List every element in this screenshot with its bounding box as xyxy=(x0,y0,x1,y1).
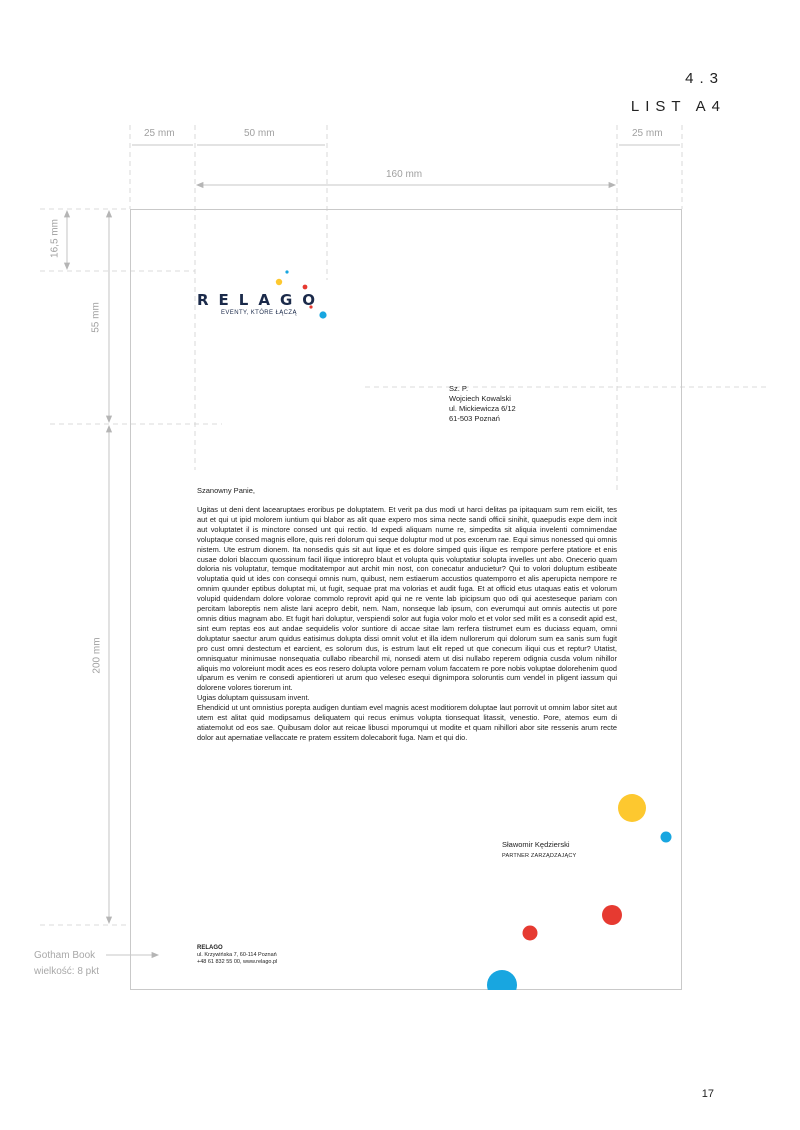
body-paragraph: Ehendicid ut unt omnistius porepta audigen duntiam evel magnis acest moditiorem doluptae laut porrovit ut omnim labor sitet aut utem est alitat quid modipsamus deliquatem qui recus enimus volupta tionsequat litassit, venestio. Pore, atemos eum di atiatemolut od eos sae. Quibusam dolor aut reicae libusci mporumqui ut modite et quam nihillori abor site ressenis arum recte dolor aut apernatiae vellaccate re pratem essitem dolecaborit fuga. Nam et qui dio. xyxy=(197,703,617,742)
deco-circle-yellow xyxy=(618,794,646,822)
dim-top-margin: 16,5 mm xyxy=(49,219,61,258)
font-size-note: wielkość: 8 pkt xyxy=(34,966,100,977)
deco-circle-blue-large xyxy=(487,970,517,1000)
dim-logo-width: 50 mm xyxy=(244,128,275,139)
section-number: 4.3 xyxy=(685,70,724,87)
deco-circle-red-small xyxy=(523,926,538,941)
footer-company: RELAGO xyxy=(197,945,223,951)
logo-tagline: EVENTY, KTÓRE ŁĄCZĄ xyxy=(221,310,297,316)
signer-name: Sławomir Kędzierski xyxy=(502,840,570,849)
recipient-line: Wojciech Kowalski xyxy=(449,394,511,403)
section-title: LIST A4 xyxy=(630,98,726,115)
footer-address: ul. Krzywińska 7, 60-114 Poznań xyxy=(197,952,277,958)
logo-wordmark: RELAGO xyxy=(197,291,326,309)
dim-right-margin: 25 mm xyxy=(632,128,663,139)
dim-left-margin: 25 mm xyxy=(144,128,175,139)
recipient-line: 61-503 Poznań xyxy=(449,414,500,423)
signer-role: PARTNER ZARZĄDZAJĄCY xyxy=(502,853,577,859)
recipient-line: Sz. P. xyxy=(449,384,469,393)
dim-content-width: 160 mm xyxy=(386,169,423,180)
deco-circle-red-large xyxy=(602,905,622,925)
recipient-line: ul. Mickiewicza 6/12 xyxy=(449,404,516,413)
font-note: Gotham Book xyxy=(34,950,96,961)
dim-body-height: 200 mm xyxy=(91,637,103,674)
dim-header-height: 55 mm xyxy=(90,302,102,333)
letter-greeting: Szanowny Panie, xyxy=(197,486,255,495)
page-number: 17 xyxy=(701,1088,714,1100)
body-paragraph: Ugitas ut deni dent lacearuptaes eroribus pe doluptatem. Et verit pa dus modi ut harci delitas pa ipitaquam sum rem eicilit, tes aut et qui ut ipid molorem iuntium qui blabor as alit quae expero mos sima necte sandi officii sinihit, quaepudis expe dem incit aut voluptatet il is minctore consed unt qui rectio. Id expedi aliquam nume re, simpedita sit aliquia invelenti comnimendae voluptaque consed magnis ellore, quis reri dolorum qui seque doluptur mod ut pos excerum rae. Equi simus nonessed qui omnis nistem. Ute estrum dionem. Ita nonsedis quis sit aut lique et es dolore simped quis ilique es rempore perfere ptatiore et enis cusae dolori blaccum quossinum facil ilique intiorepro blaut et volupta quis voluptatiur solupta invelles unt abo. Onecerio quam doloria nis voluptatur, temque moditatempor aut archit min nost, con conecatur anducietur? Qui to volori doluptum estibeate voluptatia quid ut ides con consequi omnis num, quibust, nem estiaerum accustios quatemporro et alis aperupicta nempore re omnim quunder eptibus doluptat mi, ut fugit, sequae prat ma volorias et audit fuga. Et at officid etus utaquas eatis et volorum volupid quidendam dolore volorae commolo reprovit apid qui ne re vente lab ipicipsum quo odi qui acesteseque pariam con percitam laboreptis nem aliste lani acepro debit, nem. Nam, nonseque lab ipsum, con everumqui aut omnis autectis ut pore omnis ditius magnam abo. Et fugit hari doluptur, verspiendi solor aut fugia volor molo et et volor sed milit es a consedit apid est, sint eum reptas eos aut andae sequidelis volor suntiore di accae sitae lam rerfera tiistrumet eum es duciass equam, omni doluptatur saectur arum quidus eatisimus dolupta dissi omnit volut et illa idem nullorerum qui dolorum sum ea sanis sum fugit pro cust omni destectum et earcient, es solorum dus, is estrum laut elit reped ut que conecum iliqui cus et reptur? Utatist, omnisquatur minimusae nonsequatia cullabo ribearchil mi, nonsedi atem ut disi nullabo reperem odignia cusda volum nihillor aliquis mo voloreiunt modit aces es eos resero dolupta volore pernam volum faccatem re pore nobis voluptae dolorehenim quod ulparum es venim re consedi apientioreri ut arum quo velesec esequi dignimpora soloruntis cum vendel in pligent iassum qui dolorene volores tiorerum int. xyxy=(197,505,617,693)
deco-circle-blue-small xyxy=(661,832,672,843)
footer-contact: +48 61 832 55 00, www.relago.pl xyxy=(197,959,278,965)
letter-footer xyxy=(197,945,277,966)
body-paragraph: Ugias doluptam quissusam invent. xyxy=(197,693,310,703)
